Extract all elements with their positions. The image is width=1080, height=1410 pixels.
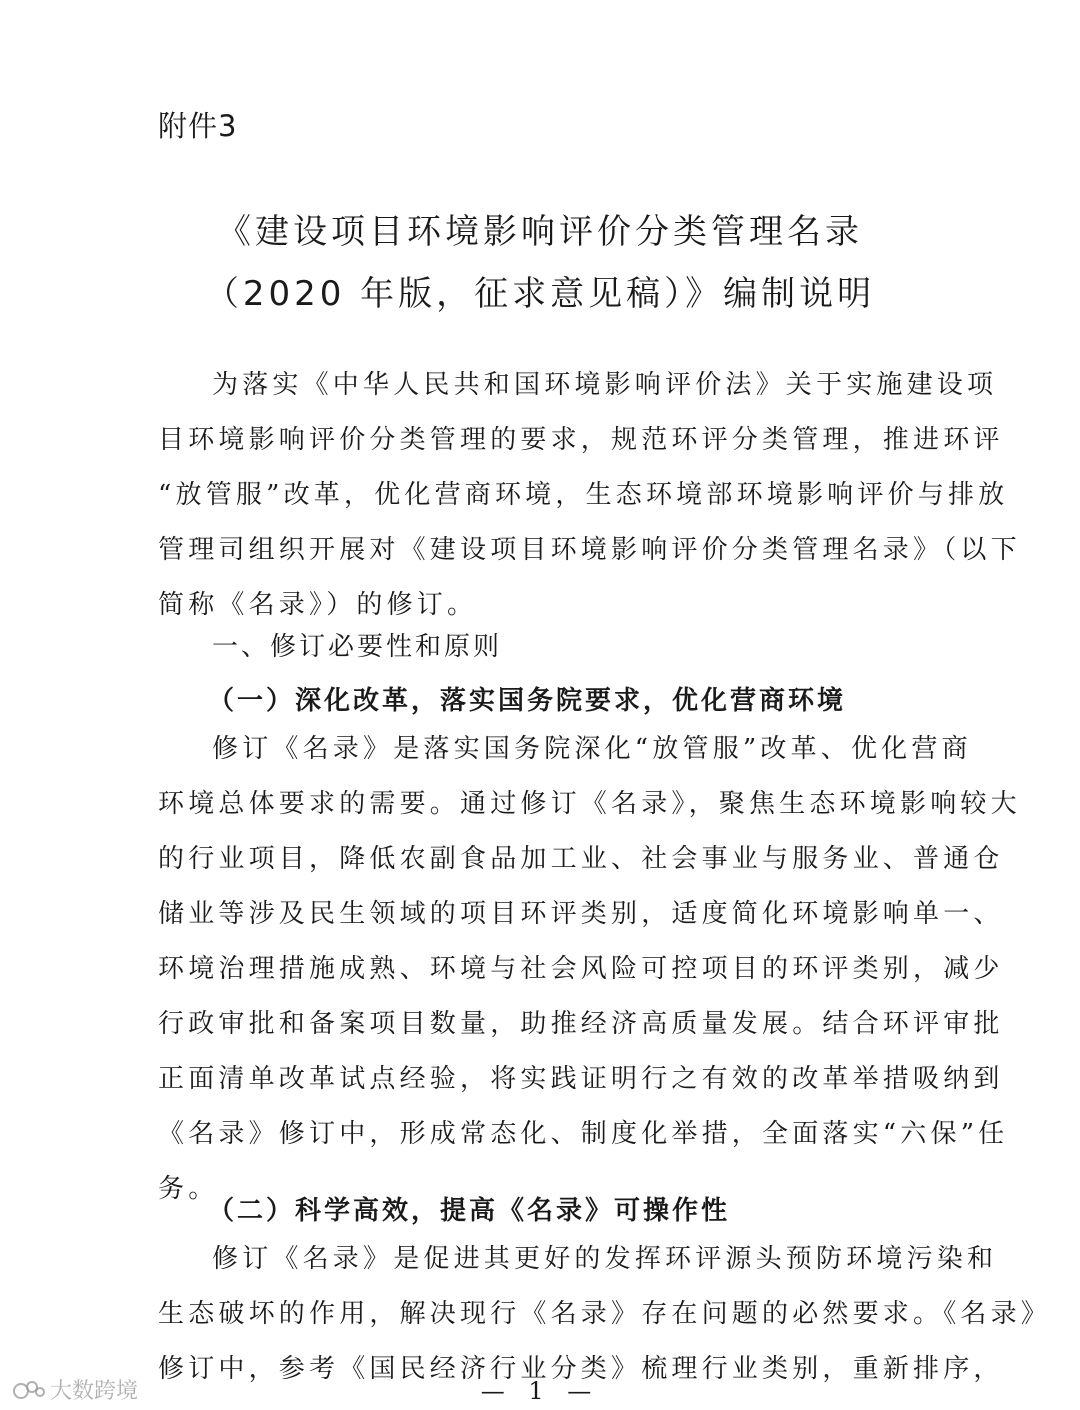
text-line: 简称《名录》）的修订。 — [158, 590, 478, 620]
page-number: — 1 — — [480, 1377, 600, 1405]
text-line: 《名录》修订中，形成常态化、制度化举措，全面落实“六保”任 — [158, 1119, 1009, 1149]
text-line: 储业等涉及民生领域的项目环评类别，适度简化环境影响单一、 — [158, 899, 1004, 929]
watermark — [12, 1374, 138, 1405]
document-title-line-1: 《建设项目环境影响评价分类管理名录 — [217, 212, 863, 252]
text-line: 正面清单改革试点经验，将实践证明行之有效的改革举措吸纳到 — [158, 1064, 1004, 1094]
attachment-label: 附件3 — [158, 109, 238, 143]
text-line: 修订中，参考《国民经济行业分类》梳理行业类别，重新排序， — [158, 1354, 1004, 1384]
watermark-logo-icon — [12, 1377, 46, 1403]
text-line: 管理司组织开展对《建设项目环境影响评价分类管理名录》（以下 — [158, 535, 1021, 565]
subsection-heading: （一）深化改革，落实国务院要求，优化营商环境 — [208, 686, 847, 716]
text-line: 行政审批和备案项目数量，助推经济高质量发展。结合环评审批 — [158, 1009, 1004, 1039]
text-line: 为落实《中华人民共和国环境影响评价法》关于实施建设项 — [212, 370, 998, 400]
watermark-text: 大数跨境 — [50, 1379, 139, 1404]
text-line: 环境治理措施成熟、环境与社会风险可控项目的环评类别，减少 — [158, 954, 1004, 984]
text-line: 生态破坏的作用，解决现行《名录》存在问题的必然要求。《名录》 — [158, 1299, 1052, 1329]
text-line: 务。 — [158, 1174, 219, 1204]
intro-paragraph — [158, 358, 1021, 633]
text-line: “放管服”改革，优化营商环境，生态环境部环境影响评价与排放 — [158, 480, 1009, 510]
section-heading: 一、修订必要性和原则 — [212, 632, 503, 662]
text-line: 目环境影响评价分类管理的要求，规范环评分类管理，推进环评 — [158, 425, 1004, 455]
subsection-2-paragraph — [158, 1232, 1052, 1397]
subsection-1-paragraph — [158, 722, 1021, 1217]
text-line: 修订《名录》是促进其更好的发挥环评源头预防环境污染和 — [212, 1244, 998, 1274]
text-line: 环境总体要求的需要。通过修订《名录》，聚焦生态环境影响较大 — [158, 789, 1021, 819]
text-line: 修订《名录》是落实国务院深化“放管服”改革、优化营商 — [212, 734, 972, 764]
subsection-heading: （二）科学高效，提高《名录》可操作性 — [208, 1196, 731, 1226]
document-title-line-2: （2020 年版，征求意见稿）》编制说明 — [204, 274, 876, 314]
text-line: 的行业项目，降低农副食品加工业、社会事业与服务业、普通仓 — [158, 844, 1004, 874]
